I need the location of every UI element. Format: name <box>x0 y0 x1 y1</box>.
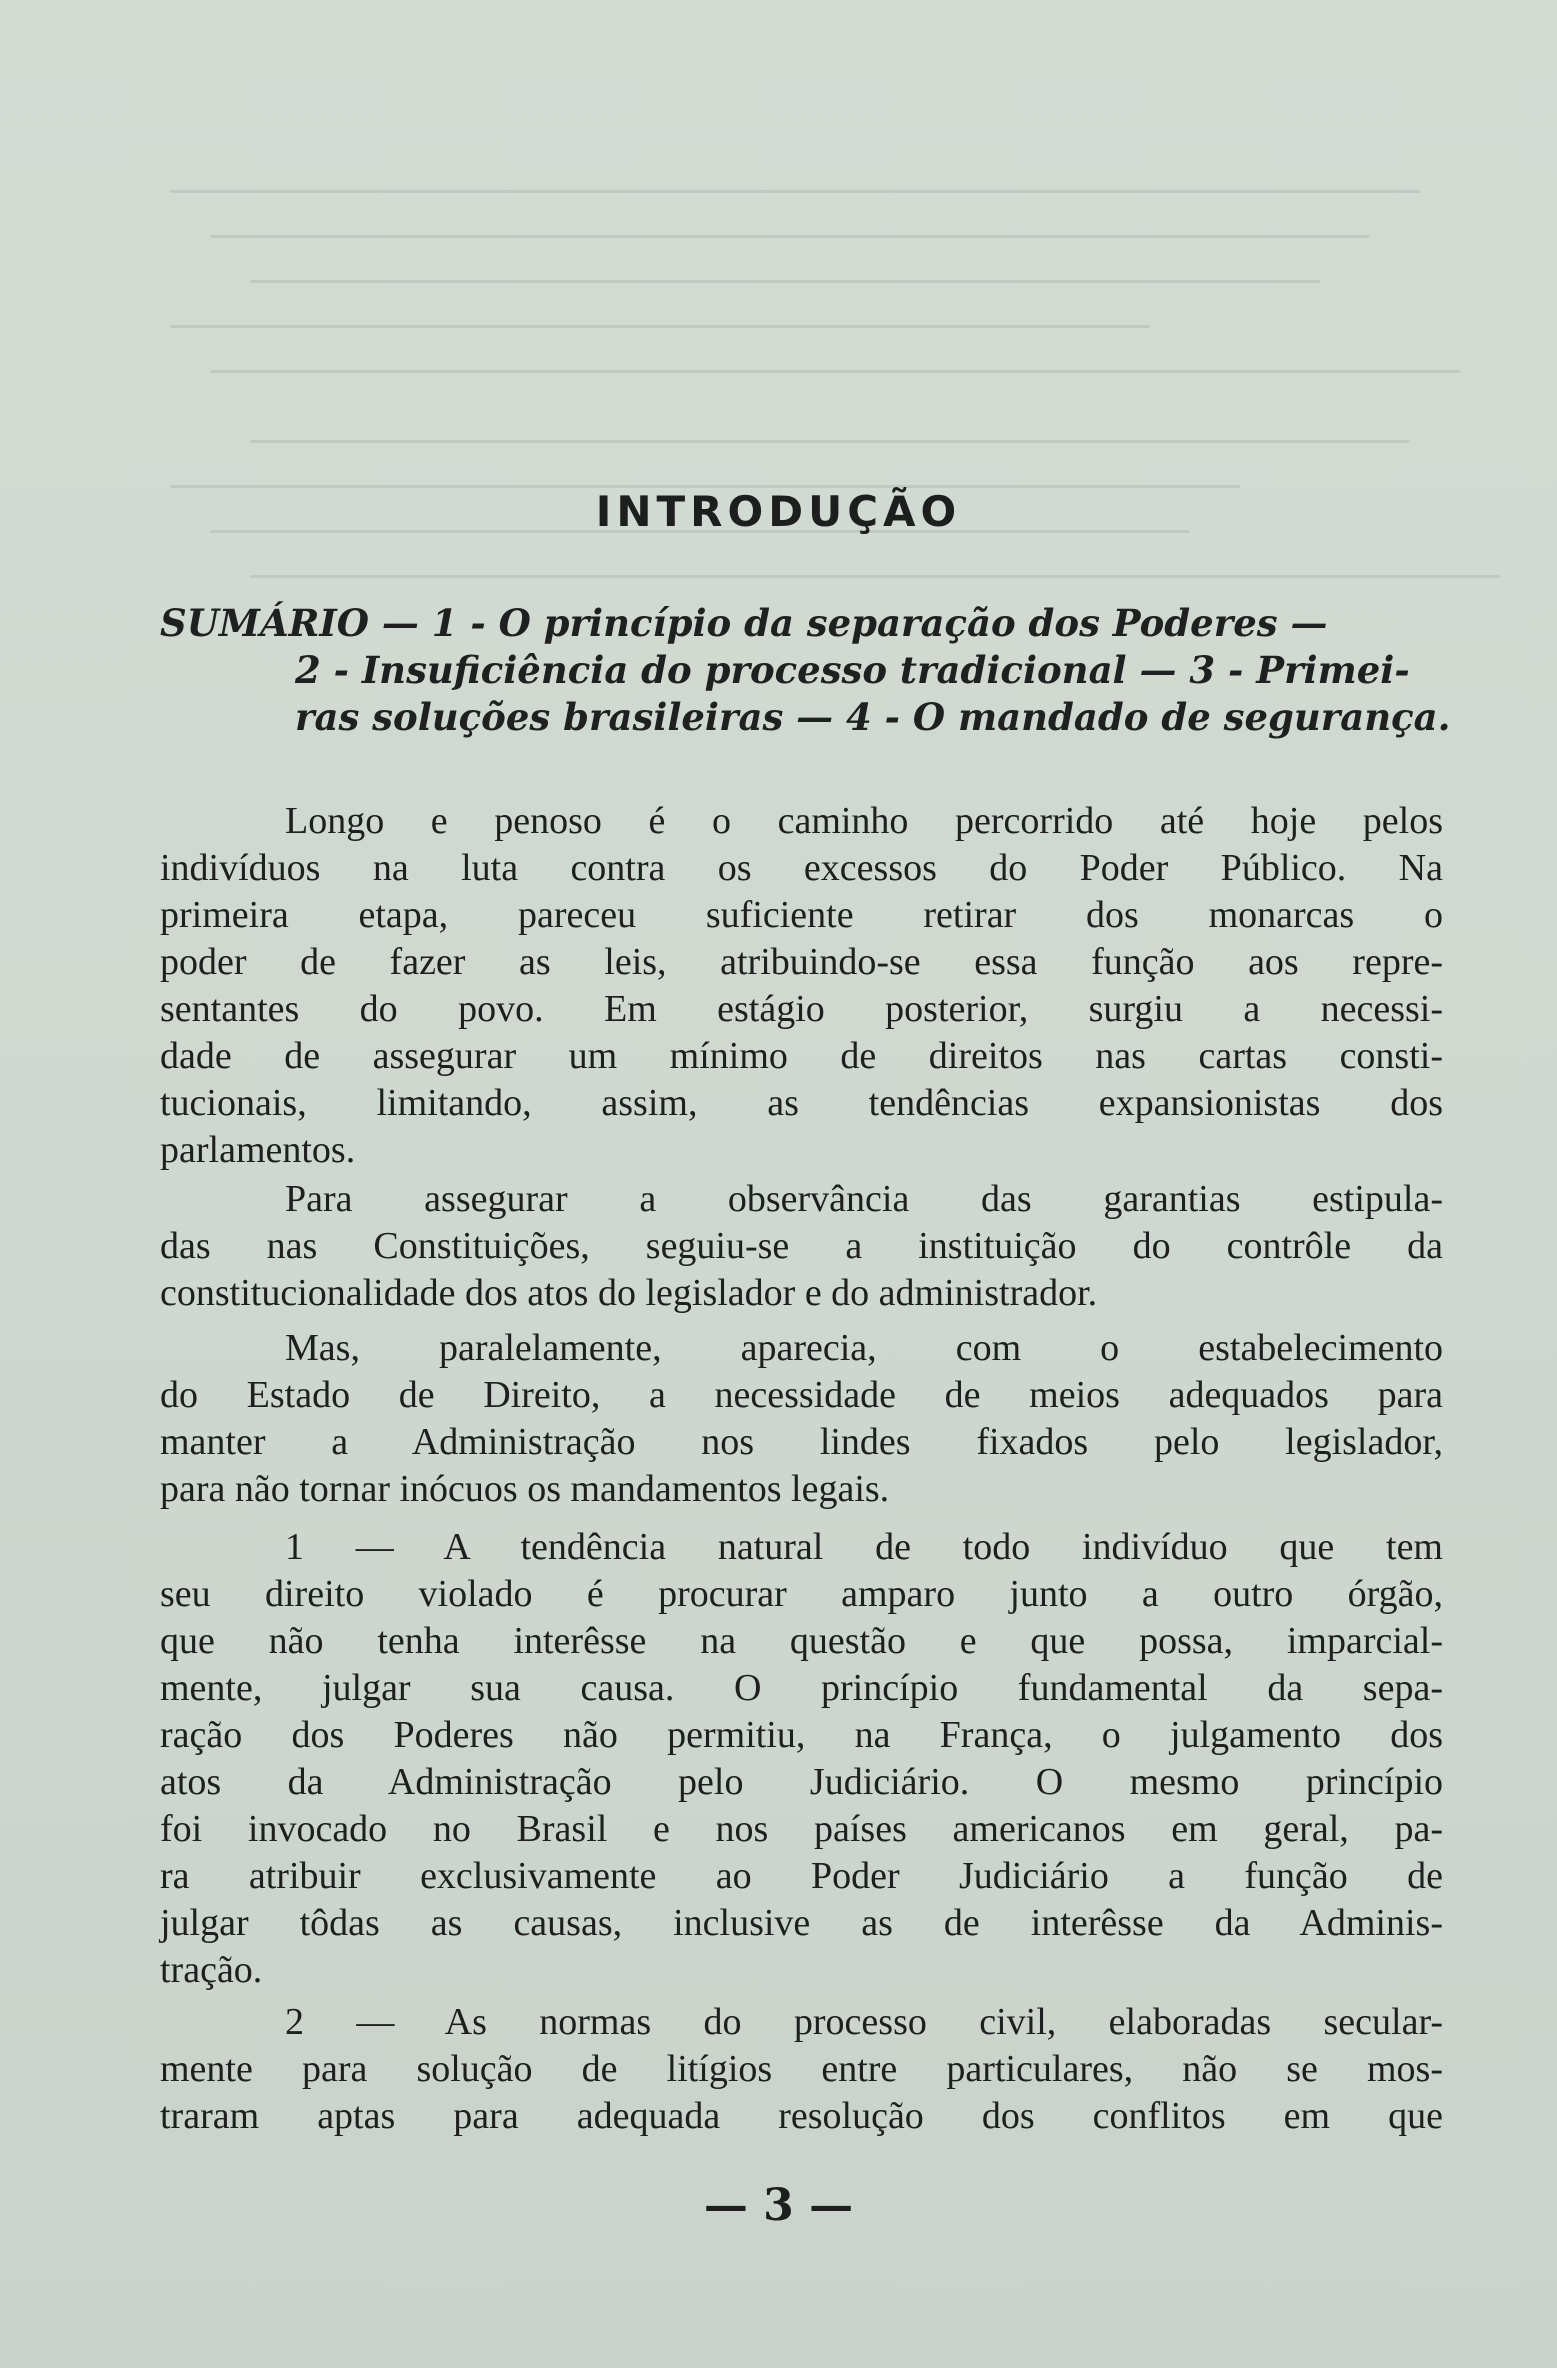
paragraph <box>160 1176 1443 1317</box>
chapter-title: INTRODUÇÃO <box>595 487 962 536</box>
text-line: Longo e penoso é o caminho percorrido até hoje pelos <box>285 800 1443 842</box>
text-line: dade de assegurar um mínimo de direitos nas cartas consti- <box>160 1035 1443 1077</box>
text-line: foi invocado no Brasil e nos países americanos em geral, pa- <box>160 1808 1443 1850</box>
bleed-stroke <box>170 325 1150 328</box>
text-line: que não tenha interêsse na questão e que possa, imparcial- <box>160 1620 1443 1662</box>
text-line: 2 — As normas do processo civil, elaboradas secular- <box>285 2001 1443 2043</box>
text-line: Mas, paralelamente, aparecia, com o estabelecimento <box>285 1327 1443 1369</box>
text-line: do Estado de Direito, a necessidade de meios adequados para <box>160 1374 1443 1416</box>
paragraph <box>160 1999 1443 2140</box>
text-line: atos da Administração pelo Judiciário. O mesmo princípio <box>160 1761 1443 1803</box>
text-line: Para assegurar a observância das garantias estipula- <box>285 1178 1443 1220</box>
text-line: ra atribuir exclusivamente ao Poder Judiciário a função de <box>160 1855 1443 1897</box>
text-line: tucionais, limitando, assim, as tendências expansionistas dos <box>160 1082 1443 1124</box>
text-line: ração dos Poderes não permitiu, na França, o julgamento dos <box>160 1714 1443 1756</box>
text-line: 1 — A tendência natural de todo indivíduo que tem <box>285 1526 1443 1568</box>
chapter-summary <box>160 600 1451 741</box>
text-line: mente para solução de litígios entre particulares, não se mos- <box>160 2048 1443 2090</box>
bleed-stroke <box>210 235 1370 238</box>
text-line: parlamentos. <box>160 1129 356 1171</box>
paragraph <box>160 1524 1443 1994</box>
text-line: sentantes do povo. Em estágio posterior, surgiu a necessi- <box>160 988 1443 1030</box>
bleed-stroke <box>170 190 1420 193</box>
text-line: julgar tôdas as causas, inclusive as de interêsse da Adminis- <box>160 1902 1443 1944</box>
page-number: — 3 — <box>703 2180 854 2231</box>
text-line: manter a Administração nos lindes fixados pelo legislador, <box>160 1421 1443 1463</box>
text-line: primeira etapa, pareceu suficiente retirar dos monarcas o <box>160 894 1443 936</box>
summary-line: 2 - Insuficiência do processo tradicional — 3 - Primei- <box>295 648 1410 692</box>
bleed-stroke <box>250 440 1410 443</box>
text-line: mente, julgar sua causa. O princípio fundamental da sepa- <box>160 1667 1443 1709</box>
paragraph <box>160 1325 1443 1513</box>
bleed-stroke <box>250 575 1500 578</box>
text-line: poder de fazer as leis, atribuindo-se essa função aos repre- <box>160 941 1443 983</box>
bleed-stroke <box>250 280 1320 283</box>
bleed-stroke <box>210 370 1460 373</box>
summary-line: ras soluções brasileiras — 4 - O mandado de segurança. <box>295 695 1451 739</box>
text-line: indivíduos na luta contra os excessos do Poder Público. Na <box>160 847 1443 889</box>
summary-line: SUMÁRIO — 1 - O princípio da separação dos Poderes — <box>160 601 1328 645</box>
text-line: constitucionalidade dos atos do legislador e do administrador. <box>160 1272 1098 1314</box>
text-line: tração. <box>160 1949 263 1991</box>
text-line: seu direito violado é procurar amparo junto a outro órgão, <box>160 1573 1443 1615</box>
text-line: traram aptas para adequada resolução dos conflitos em que <box>160 2095 1443 2137</box>
paragraph <box>160 798 1443 1174</box>
text-line: para não tornar inócuos os mandamentos legais. <box>160 1468 890 1510</box>
text-line: das nas Constituições, seguiu-se a instituição do contrôle da <box>160 1225 1443 1267</box>
